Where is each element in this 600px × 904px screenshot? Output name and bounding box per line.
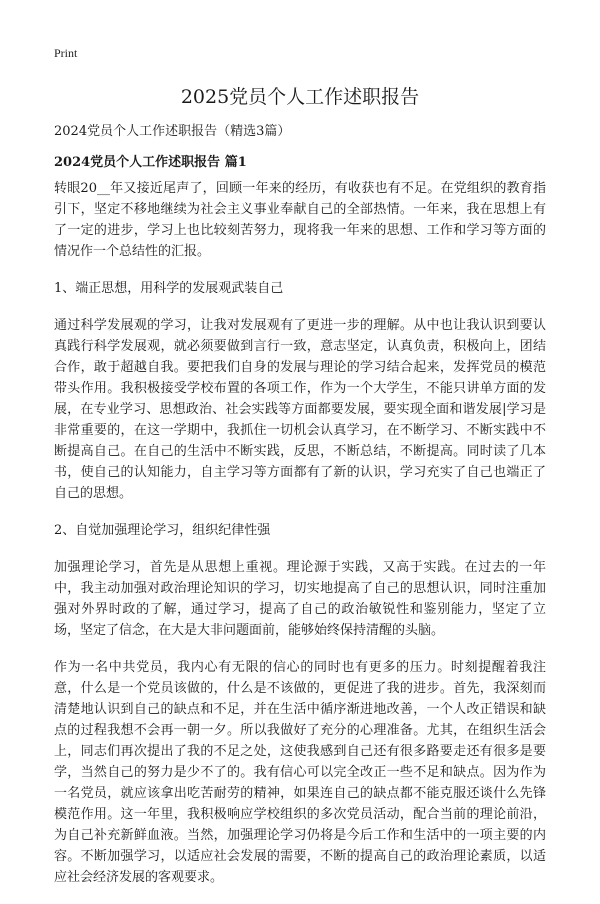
document-subtitle: 2024党员个人工作述职报告（精选3篇） xyxy=(54,124,291,139)
paragraph-2: 加强理论学习，首先是从思想上重视。理论源于实践，又高于实践。在过去的一年中，我主动加强对政治理论知识的学习，切实地提高了自己的思想认识，同时注重加强对外界时政的了解，通过学习，提高了自己的政治敏锐性和鉴别能力，坚定了立场，坚定了信念，在大是大非问题面前，能够始终保持清醒的头脑。 xyxy=(54,560,546,638)
paragraph-3: 作为一名中共党员，我内心有无限的信心的同时也有更多的压力。时刻提醒着我注意，什么是一个党员该做的，什么是不该做的，更促进了我的进步。首先，我深刻而清楚地认识到自己的缺点和不足，并在生活中循序渐进地改善，一个人改正错误和缺点的过程我想不会再一朝一夕。所以我做好了充分的心理准备。尤其，在组织生活会上，同志们再次提出了我的不足之处，这使我感到自己还有很多路要走还有很多是要学，当然自己的努力是少不了的。我有信心可以完全改正一些不足和缺点。因为作为一名党员，就应该拿出吃苦耐劳的精神，如果连自己的缺点都不能克服还谈什么先锋模范作用。这一年里，我积极响应学校组织的多次党员活动，配合当前的理论前沿，为自己补充新鲜血液。当然，加强理论学习仍将是今后工作和生活中的一项主要的内容。不断加强学习，以适应社会发展的需要，不断的提高自己的政治理论素质，以适应社会经济发展的客观要求。 xyxy=(54,660,546,885)
paragraph-1: 通过科学发展观的学习，让我对发展观有了更进一步的理解。从中也让我认识到要认真践行科学发展观，就必须要做到言行一致，意志坚定，认真负责，积极向上，团结合作，敢于超越自我。要把我们自身的发展与理论的学习结合起来，发挥党员的模范带头作用。我积极接受学校布置的各项工作，作为一个大学生，不能只讲单方面的发展，在专业学习、思想政治、社会实践等方面都要发展，要实现全面和谐发展|学习是非常重要的，在这一学期中，我抓住一切机会认真学习，在不断学习、不断实践中不断提高自己。在自己的生活中不断实践，反思，不断总结，不断提高。同时读了几本书，使自己的认知能力，自主学习等方面都有了新的认识，学习充实了自己也端正了自己的思想。 xyxy=(54,318,546,501)
intro-paragraph: 转眼20__年又接近尾声了，回顾一年来的经历，有收获也有不足。在党组织的教育指引下，坚定不移地继续为社会主义事业奉献自己的全部热情。一年来，我在思想上有了一定的进步，学习上也比较刻苦努力，现将我一年来的思想、工作和学习等方面的情况作一个总结性的汇报。 xyxy=(54,181,546,259)
subheading-1: 1、端正思想，用科学的发展观武装自己 xyxy=(54,281,284,296)
print-link[interactable]: Print xyxy=(54,46,78,60)
section-heading: 2024党员个人工作述职报告 篇1 xyxy=(54,155,247,170)
subheading-2: 2、自觉加强理论学习，组织纪律性强 xyxy=(54,523,271,538)
document-body xyxy=(54,178,546,904)
document-title: 2025党员个人工作述职报告 xyxy=(180,86,420,108)
